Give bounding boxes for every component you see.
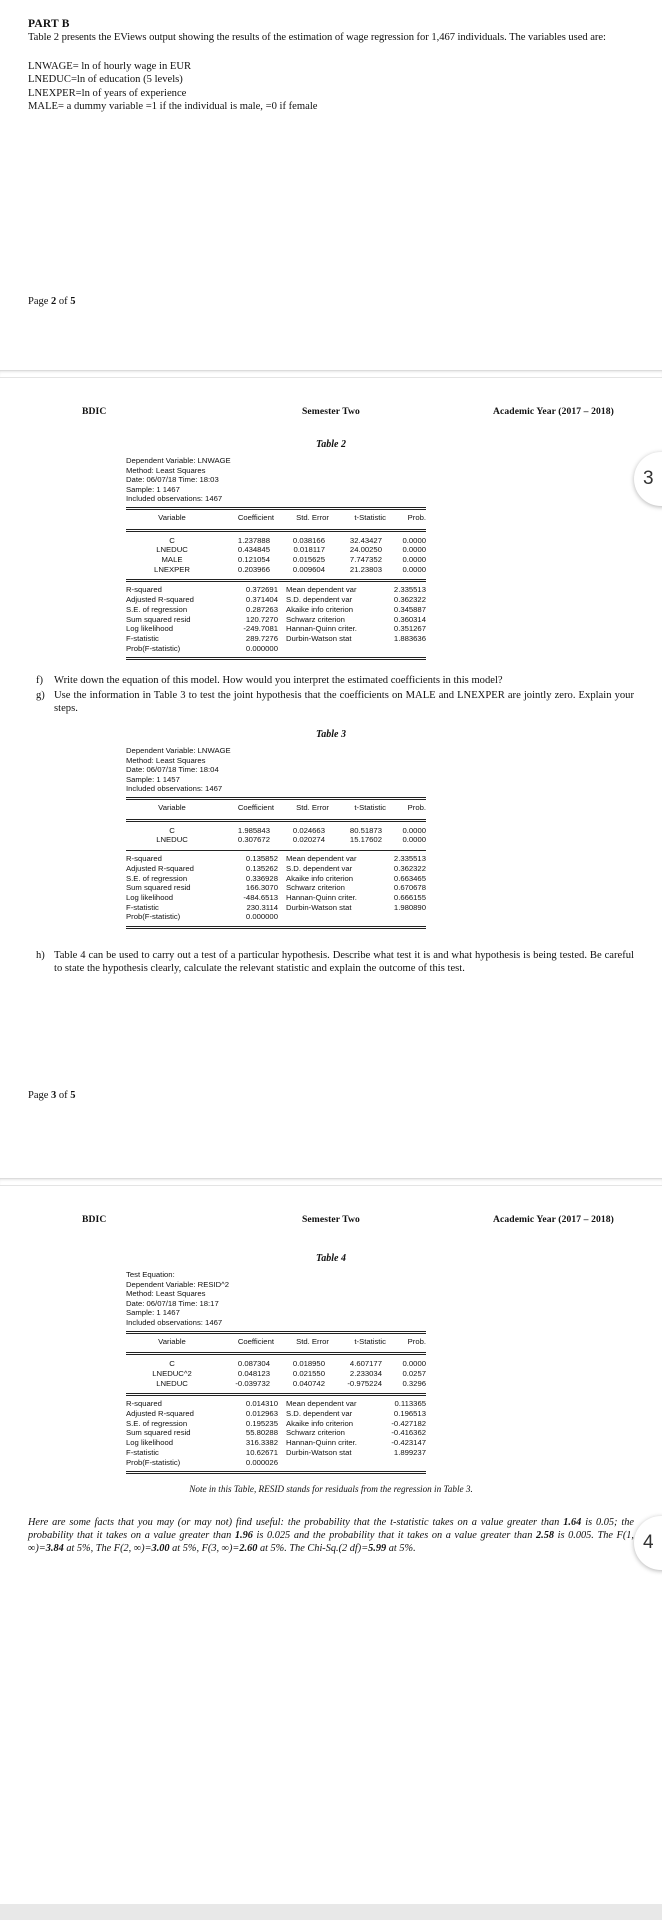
variable-definitions bbox=[28, 60, 634, 113]
stat-label-left: F-statistic bbox=[126, 634, 159, 643]
table-row bbox=[126, 545, 426, 555]
stat-value-left: 0.012963 bbox=[245, 1409, 278, 1419]
table-2-statistics bbox=[126, 585, 426, 653]
table-3-meta-line: Dependent Variable: LNWAGE bbox=[126, 746, 231, 756]
cell-prob: 0.0000 bbox=[402, 825, 426, 835]
question-f-label: f) bbox=[36, 675, 44, 687]
stat-row bbox=[126, 1399, 426, 1409]
closing-part-1: Here are some facts that you may (or may not) find useful: the probability that the t-statistic takes on a value greater than bbox=[28, 1517, 564, 1529]
col-header-t-statistic: t-Statistic bbox=[354, 802, 386, 812]
stat-value-right: 1.883636 bbox=[393, 634, 426, 643]
stat-row bbox=[126, 644, 426, 654]
cell-prob: 0.0000 bbox=[402, 835, 426, 845]
col-header-prob: Prob. bbox=[407, 802, 426, 812]
header-semester: Semester Two bbox=[302, 406, 360, 417]
footer-page-number: 3 bbox=[51, 1090, 57, 1101]
stat-value-right bbox=[384, 644, 426, 654]
stat-value-left: 0.000026 bbox=[245, 1457, 278, 1467]
table-2-rule-bottom bbox=[126, 657, 426, 660]
cell-std-error: 0.024663 bbox=[292, 825, 325, 835]
stat-value-right: 0.113365 bbox=[394, 1399, 426, 1409]
stat-value-right: 0.345887 bbox=[393, 604, 426, 614]
col-header-prob: Prob. bbox=[407, 1336, 426, 1346]
table-4-rule-bottom bbox=[126, 1471, 426, 1474]
stat-label-left: Sum squared resid bbox=[126, 614, 191, 624]
question-f-text: Write down the equation of this model. How would you interpret the estimated coefficients in this model? bbox=[54, 675, 503, 687]
stat-label-left: Log likelihood bbox=[126, 624, 174, 634]
page-indicator-4-label: 4 bbox=[643, 1532, 654, 1553]
stat-value-left: 0.371404 bbox=[245, 595, 278, 605]
stat-value-left: 0.287263 bbox=[245, 604, 278, 614]
question-f bbox=[28, 674, 634, 687]
cell-variable: C bbox=[169, 1359, 175, 1369]
stat-value-right: -0.416362 bbox=[391, 1428, 426, 1438]
stat-label-right bbox=[286, 1458, 384, 1468]
table-2-meta-line: Included observations: 1467 bbox=[126, 494, 223, 504]
stat-row bbox=[126, 1458, 426, 1468]
closing-value-2-60: 2.60 bbox=[239, 1543, 258, 1555]
stat-label-left: R-squared bbox=[126, 585, 162, 595]
cell-variable: C bbox=[169, 825, 175, 835]
variable-lnexper: LNEXPER=ln of years of experience bbox=[28, 87, 187, 99]
table-3-column-headers bbox=[126, 800, 426, 816]
col-header-std-error: Std. Error bbox=[296, 802, 329, 812]
clipped-previous-line bbox=[0, 0, 662, 14]
page-3 bbox=[0, 378, 662, 1178]
table-row bbox=[126, 565, 426, 575]
table-2-eviews bbox=[126, 456, 426, 660]
stat-label-left: S.E. of regression bbox=[126, 873, 188, 883]
stat-value-right: 0.663465 bbox=[393, 873, 426, 883]
stat-row bbox=[126, 1438, 426, 1448]
header-institution: BDIC bbox=[82, 406, 107, 417]
stat-label-right: Mean dependent var bbox=[286, 854, 357, 864]
cell-std-error: 0.040742 bbox=[292, 1378, 325, 1388]
table-4-meta-line: Dependent Variable: RESID^2 bbox=[126, 1279, 230, 1289]
table-row bbox=[126, 835, 426, 845]
stat-value-left: 0.336928 bbox=[245, 873, 278, 883]
page-4-header bbox=[0, 1186, 662, 1225]
stat-value-left: -484.6513 bbox=[243, 892, 278, 902]
stat-label-left: Sum squared resid bbox=[126, 883, 191, 893]
table-4-meta-line: Date: 06/07/18 Time: 18:17 bbox=[126, 1298, 219, 1308]
stat-row bbox=[126, 595, 426, 605]
cell-t-statistic: 32.43427 bbox=[349, 535, 382, 545]
stat-label-right: Mean dependent var bbox=[286, 1399, 357, 1409]
table-4-meta-line: Method: Least Squares bbox=[126, 1289, 206, 1299]
question-h-text: Table 4 can be used to carry out a test of a particular hypothesis. Describe what test it is and what hypothesis is being tested. Be careful to state the hypothesis clearly, calculate the relevant statistic and explain the outcome of this test. bbox=[54, 950, 634, 975]
stat-value-right: 2.335513 bbox=[393, 585, 426, 595]
question-g bbox=[28, 689, 634, 715]
stat-row bbox=[126, 1448, 426, 1458]
table-2-meta-line: Date: 06/07/18 Time: 18:03 bbox=[126, 475, 219, 485]
table-2-meta-line: Sample: 1 1467 bbox=[126, 484, 180, 494]
cell-prob: 0.0000 bbox=[402, 564, 426, 574]
stat-value-left: 289.7276 bbox=[245, 634, 278, 643]
page-3-header bbox=[0, 378, 662, 417]
header-academic-year: Academic Year (2017 – 2018) bbox=[492, 406, 614, 417]
cell-coefficient: 0.048123 bbox=[237, 1368, 270, 1378]
closing-value-2-58: 2.58 bbox=[535, 1530, 554, 1542]
stat-label-right: Durbin-Watson stat bbox=[286, 902, 352, 912]
cell-t-statistic: 21.23803 bbox=[349, 564, 382, 574]
cell-coefficient: 0.434845 bbox=[237, 545, 270, 555]
cell-t-statistic: 7.747352 bbox=[349, 555, 382, 565]
table-4-rule-stats-top bbox=[126, 1393, 426, 1396]
col-header-t-statistic: t-Statistic bbox=[354, 512, 386, 522]
table-3-meta-line: Included observations: 1467 bbox=[126, 784, 223, 794]
col-header-variable: Variable bbox=[158, 802, 186, 812]
stat-label-left: S.E. of regression bbox=[126, 604, 188, 614]
stat-label-left: Adjusted R-squared bbox=[126, 863, 194, 873]
stat-value-right: 0.362322 bbox=[393, 595, 426, 605]
page-break-3-4 bbox=[0, 1178, 662, 1186]
cell-std-error: 0.021550 bbox=[292, 1368, 325, 1378]
stat-label-right: Durbin-Watson stat bbox=[286, 1447, 352, 1457]
col-header-variable: Variable bbox=[158, 1336, 186, 1346]
stat-value-left: 0.135262 bbox=[245, 863, 278, 873]
stat-value-right bbox=[384, 912, 426, 922]
table-row bbox=[126, 536, 426, 546]
closing-value-5-99: 5.99 bbox=[368, 1543, 387, 1555]
stat-label-right bbox=[286, 912, 384, 922]
closing-note bbox=[0, 1516, 662, 1555]
col-header-t-statistic: t-Statistic bbox=[354, 1336, 386, 1346]
stat-label-left: F-statistic bbox=[126, 1447, 159, 1457]
stat-label-right: S.D. dependent var bbox=[286, 595, 353, 605]
col-header-std-error: Std. Error bbox=[296, 512, 329, 522]
stat-value-right: 0.360314 bbox=[393, 614, 426, 624]
table-4-meta bbox=[126, 1270, 426, 1328]
stat-value-right: 0.670678 bbox=[393, 883, 426, 893]
stat-value-right bbox=[384, 1458, 426, 1468]
table-2-block bbox=[0, 439, 662, 660]
cell-variable: LNEDUC bbox=[156, 1378, 188, 1388]
cell-variable: LNEDUC bbox=[156, 835, 188, 845]
table-4-eviews bbox=[126, 1270, 426, 1474]
table-4-note: Note in this Table, RESID stands for residuals from the regression in Table 3. bbox=[189, 1484, 473, 1495]
table-4-title: Table 4 bbox=[316, 1253, 346, 1264]
stat-label-right: Schwarz criterion bbox=[286, 883, 345, 893]
page-indicator-3-label: 3 bbox=[643, 468, 654, 489]
stat-label-left: Prob(F-statistic) bbox=[126, 1457, 181, 1467]
page-break-2-3 bbox=[0, 370, 662, 378]
cell-variable: LNEDUC^2 bbox=[152, 1368, 192, 1378]
stat-label-right: Akaike info criterion bbox=[286, 873, 354, 883]
closing-part-2: is 0.05; the probability that it takes on a value greater than bbox=[28, 1517, 635, 1542]
stat-label-right: Schwarz criterion bbox=[286, 1428, 345, 1438]
stat-value-left: 0.000000 bbox=[245, 912, 278, 922]
stat-label-right: Hannan-Quinn criter. bbox=[286, 624, 357, 634]
stat-value-left: 0.195235 bbox=[245, 1418, 278, 1428]
stat-value-right: -0.423147 bbox=[391, 1438, 426, 1448]
closing-part-8: at 5%. bbox=[386, 1543, 416, 1555]
stat-row bbox=[126, 1409, 426, 1419]
stat-value-left: 0.000000 bbox=[245, 643, 278, 653]
cell-prob: 0.0000 bbox=[402, 1359, 426, 1369]
closing-part-6: at 5%, F(3, ∞)= bbox=[169, 1543, 240, 1555]
stat-row bbox=[126, 883, 426, 893]
col-header-variable: Variable bbox=[158, 512, 186, 522]
cell-t-statistic: 24.00250 bbox=[349, 545, 382, 555]
page-2 bbox=[0, 0, 662, 370]
stat-label-left: Prob(F-statistic) bbox=[126, 643, 181, 653]
table-3-rows bbox=[126, 826, 426, 845]
stat-row bbox=[126, 615, 426, 625]
stat-label-right: Hannan-Quinn criter. bbox=[286, 1438, 357, 1448]
stat-value-right: 1.980890 bbox=[393, 902, 426, 912]
col-header-coefficient: Coefficient bbox=[237, 1336, 274, 1346]
stat-row bbox=[126, 893, 426, 903]
footer-prefix: Page bbox=[28, 296, 52, 307]
stat-value-right: 0.196513 bbox=[393, 1409, 426, 1419]
table-row bbox=[126, 1379, 426, 1389]
header-academic-year: Academic Year (2017 – 2018) bbox=[492, 1214, 614, 1225]
table-3-rule-bottom bbox=[126, 926, 426, 929]
col-header-prob: Prob. bbox=[407, 512, 426, 522]
stat-value-left: 0.372691 bbox=[245, 585, 278, 595]
table-3-block bbox=[0, 729, 662, 929]
cell-coefficient: -0.039732 bbox=[235, 1378, 270, 1388]
stat-value-left: 10.62671 bbox=[245, 1447, 278, 1457]
stat-value-left: -249.7081 bbox=[243, 624, 278, 634]
table-4-block bbox=[0, 1253, 662, 1494]
footer-prefix: Page bbox=[28, 1090, 52, 1101]
closing-part-4: is 0.005. The F(1, ∞)= bbox=[28, 1530, 634, 1555]
cell-variable: MALE bbox=[161, 555, 183, 565]
stat-row bbox=[126, 585, 426, 595]
cell-variable: LNEDUC bbox=[156, 545, 188, 555]
stat-label-right bbox=[286, 644, 384, 654]
table-2-coefficients bbox=[126, 510, 426, 526]
stat-value-right: 0.351267 bbox=[393, 624, 426, 634]
header-institution: BDIC bbox=[82, 1214, 107, 1225]
stat-value-left: 166.3070 bbox=[245, 883, 278, 893]
closing-value-3-00: 3.00 bbox=[151, 1543, 170, 1555]
question-h bbox=[28, 949, 634, 975]
page-2-footer bbox=[28, 296, 76, 307]
stat-row bbox=[126, 634, 426, 644]
stat-label-right: Mean dependent var bbox=[286, 585, 357, 595]
intro-paragraph: Table 2 presents the EViews output showing the results of the estimation of wage regression for 1,467 individuals. The variables used are: bbox=[28, 32, 606, 43]
closing-part-3: is 0.025 and the probability that it takes on a value greater than bbox=[252, 1530, 536, 1542]
table-2-meta bbox=[126, 456, 426, 504]
table-3-meta-line: Method: Least Squares bbox=[126, 755, 206, 765]
part-b-heading: PART B bbox=[28, 18, 70, 30]
col-header-std-error: Std. Error bbox=[296, 1336, 329, 1346]
cell-coefficient: 1.985843 bbox=[237, 825, 270, 835]
cell-coefficient: 1.237888 bbox=[237, 535, 270, 545]
cell-variable: LNEXPER bbox=[154, 564, 190, 574]
stat-label-right: S.D. dependent var bbox=[286, 863, 353, 873]
stat-label-left: Adjusted R-squared bbox=[126, 1409, 194, 1419]
cell-t-statistic: 80.51873 bbox=[349, 825, 382, 835]
question-g-label: g) bbox=[36, 689, 45, 701]
stat-value-right: -0.427182 bbox=[391, 1418, 426, 1428]
question-h-label: h) bbox=[36, 950, 45, 962]
table-4-column-header-table bbox=[126, 1334, 426, 1350]
table-3-statistics bbox=[126, 854, 426, 922]
footer-of: of bbox=[56, 1090, 71, 1101]
closing-value-1-64: 1.64 bbox=[563, 1517, 582, 1529]
table-3-eviews bbox=[126, 746, 426, 929]
table-4-rows bbox=[126, 1359, 426, 1388]
stat-value-left: 230.3114 bbox=[246, 902, 278, 912]
table-2-rows bbox=[126, 536, 426, 575]
table-row bbox=[126, 826, 426, 836]
stat-row bbox=[126, 864, 426, 874]
cell-t-statistic: 15.17602 bbox=[349, 835, 382, 845]
stat-row bbox=[126, 912, 426, 922]
stat-label-right: Akaike info criterion bbox=[286, 1418, 354, 1428]
footer-page-total: 5 bbox=[70, 296, 76, 307]
stat-row bbox=[126, 1428, 426, 1438]
closing-value-3-84: 3.84 bbox=[45, 1543, 64, 1555]
stat-value-right: 0.666155 bbox=[393, 892, 426, 902]
table-4-statistics bbox=[126, 1399, 426, 1467]
stat-value-left: 316.3382 bbox=[245, 1438, 278, 1448]
footer-of: of bbox=[56, 296, 71, 307]
stat-row bbox=[126, 624, 426, 634]
stat-label-left: R-squared bbox=[126, 1399, 162, 1409]
table-2-title: Table 2 bbox=[316, 439, 346, 450]
table-row bbox=[126, 555, 426, 565]
variable-lnwage: LNWAGE= ln of hourly wage in EUR bbox=[28, 61, 192, 73]
stat-label-left: Log likelihood bbox=[126, 892, 174, 902]
cell-variable: C bbox=[169, 535, 175, 545]
cell-coefficient: 0.203966 bbox=[237, 564, 270, 574]
table-4-meta-line: Included observations: 1467 bbox=[126, 1317, 223, 1327]
closing-value-1-96: 1.96 bbox=[234, 1530, 253, 1542]
stat-label-left: Sum squared resid bbox=[126, 1428, 191, 1438]
closing-part-7: at 5%. The Chi-Sq.(2 df)= bbox=[257, 1543, 369, 1555]
stat-value-right: 1.899237 bbox=[393, 1447, 426, 1457]
footer-page-total: 5 bbox=[70, 1090, 76, 1101]
stat-label-left: R-squared bbox=[126, 854, 162, 864]
cell-prob: 0.0257 bbox=[402, 1368, 426, 1378]
closing-part-5: at 5%, The F(2, ∞)= bbox=[63, 1543, 152, 1555]
cell-std-error: 0.015625 bbox=[292, 555, 325, 565]
header-semester: Semester Two bbox=[302, 1214, 360, 1225]
stat-value-left: 0.135852 bbox=[245, 854, 278, 864]
col-header-coefficient: Coefficient bbox=[237, 512, 274, 522]
cell-prob: 0.0000 bbox=[402, 535, 426, 545]
stat-row bbox=[126, 854, 426, 864]
stat-row bbox=[126, 1419, 426, 1429]
cell-coefficient: 0.087304 bbox=[237, 1359, 270, 1369]
table-2-meta-line: Dependent Variable: LNWAGE bbox=[126, 456, 231, 465]
cell-prob: 0.0000 bbox=[402, 545, 426, 555]
stat-value-left: 0.014310 bbox=[245, 1399, 278, 1409]
cell-std-error: 0.009604 bbox=[292, 564, 325, 574]
stat-row bbox=[126, 605, 426, 615]
table-3-meta-line: Date: 06/07/18 Time: 18:04 bbox=[126, 765, 219, 775]
variable-lneduc: LNEDUC=ln of education (5 levels) bbox=[28, 74, 183, 86]
page-2-body bbox=[0, 18, 662, 113]
cell-coefficient: 0.121054 bbox=[237, 555, 270, 565]
variable-male: MALE= a dummy variable =1 if the individual is male, =0 if female bbox=[28, 100, 318, 112]
questions-f-g bbox=[0, 674, 662, 715]
stat-label-right: Durbin-Watson stat bbox=[286, 634, 352, 643]
stat-label-right: Hannan-Quinn criter. bbox=[286, 892, 357, 902]
stat-label-right: S.D. dependent var bbox=[286, 1409, 353, 1419]
table-2-rule-stats-top bbox=[126, 579, 426, 582]
stat-label-right: Akaike info criterion bbox=[286, 604, 354, 614]
cell-coefficient: 0.307672 bbox=[237, 835, 270, 845]
col-header-coefficient: Coefficient bbox=[237, 802, 274, 812]
cell-t-statistic: 4.607177 bbox=[349, 1359, 382, 1369]
cell-prob: 0.3296 bbox=[402, 1378, 426, 1388]
stat-value-left: 120.7270 bbox=[245, 614, 278, 624]
table-2-rule-mid bbox=[126, 529, 426, 532]
stat-label-left: Log likelihood bbox=[126, 1438, 174, 1448]
stat-row bbox=[126, 903, 426, 913]
table-4-rule-mid bbox=[126, 1352, 426, 1355]
table-3-meta-line: Sample: 1 1457 bbox=[126, 774, 180, 784]
table-3-title: Table 3 bbox=[316, 729, 346, 741]
stat-row bbox=[126, 874, 426, 884]
table-3-column-header-table bbox=[126, 800, 426, 816]
stat-value-right: 2.335513 bbox=[393, 854, 426, 864]
cell-std-error: 0.018117 bbox=[293, 545, 325, 555]
table-4-meta-line: Sample: 1 1467 bbox=[126, 1308, 180, 1318]
stat-label-right: Schwarz criterion bbox=[286, 614, 345, 624]
table-2-meta-line: Method: Least Squares bbox=[126, 465, 206, 475]
table-row bbox=[126, 1369, 426, 1379]
cell-std-error: 0.038166 bbox=[292, 535, 325, 545]
cell-t-statistic: -0.975224 bbox=[347, 1378, 382, 1388]
questions-h bbox=[0, 949, 662, 975]
table-4-column-headers bbox=[126, 1334, 426, 1350]
table-2-column-headers bbox=[126, 510, 426, 526]
stat-label-left: Prob(F-statistic) bbox=[126, 912, 181, 922]
cell-t-statistic: 2.233034 bbox=[349, 1368, 382, 1378]
table-3-rule-stats-top bbox=[126, 850, 426, 851]
question-g-text: Use the information in Table 3 to test the joint hypothesis that the coefficients on MALE and LNEXPER are jointly zero. Explain your steps. bbox=[54, 689, 634, 714]
footer-page-number: 2 bbox=[51, 296, 57, 307]
cell-std-error: 0.020274 bbox=[292, 835, 325, 845]
cell-std-error: 0.018950 bbox=[292, 1359, 325, 1369]
stat-label-left: Adjusted R-squared bbox=[126, 595, 194, 605]
table-3-rule-mid bbox=[126, 819, 426, 822]
table-4-meta-line: Test Equation: bbox=[126, 1270, 175, 1279]
page-3-footer bbox=[28, 1090, 76, 1101]
stat-label-left: F-statistic bbox=[126, 902, 159, 912]
cell-prob: 0.0000 bbox=[402, 555, 426, 565]
page-4 bbox=[0, 1186, 662, 1904]
table-3-meta bbox=[126, 746, 426, 794]
stat-value-right: 0.362322 bbox=[393, 863, 426, 873]
stat-label-left: S.E. of regression bbox=[126, 1418, 188, 1428]
table-row bbox=[126, 1359, 426, 1369]
stat-value-left: 55.80288 bbox=[245, 1428, 278, 1438]
